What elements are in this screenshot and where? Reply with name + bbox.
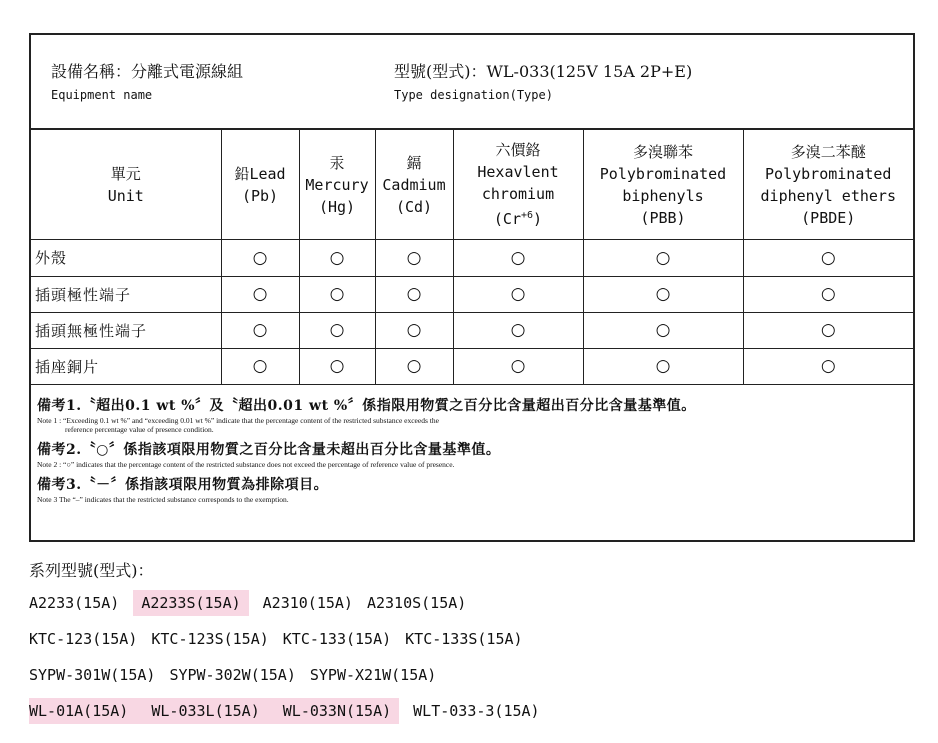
note-1-zh: 備考1.〝超出0.1 wt %〞及〝超出0.01 wt %〞係指限用物質之百分比含量超出百分比含量基準值。 (37, 398, 696, 414)
type-designation-block (394, 59, 692, 102)
mark-lead: ○ (221, 312, 299, 348)
part-name: 插座銅片 (31, 348, 221, 384)
table-header-row (31, 130, 913, 240)
mark-pbb: ○ (583, 312, 743, 348)
model-item: SYPW-301W(15A) (29, 666, 156, 684)
series-row (29, 621, 909, 657)
table-row (31, 312, 913, 348)
model-item: KTC-123(15A) (29, 630, 138, 648)
model-item: KTC-133(15A) (282, 630, 392, 648)
mark-lead: ○ (221, 348, 299, 384)
table-row (31, 240, 913, 276)
note-3-en: Note 3 The “–” indicates that the restricted substance corresponds to the exemption. (37, 495, 289, 504)
table-row (31, 348, 913, 384)
col-header-pbb: 多溴聯苯 Polybrominated biphenyls (PBB) (583, 130, 743, 240)
mark-pbde: ○ (743, 312, 913, 348)
declaration-header (31, 35, 913, 129)
equipment-name-block (51, 59, 243, 102)
col-header-cadmium: 鎘 Cadmium (Cd) (375, 130, 453, 240)
col-header-mercury: 汞 Mercury (Hg) (299, 130, 375, 240)
model-item: SYPW-302W(15A) (169, 666, 296, 684)
col-header-unit: 單元 Unit (31, 130, 221, 240)
restricted-substance-table (31, 129, 913, 385)
series-models (29, 558, 909, 729)
mark-mercury: ○ (299, 276, 375, 312)
model-item-highlighted: A2233S(15A) (133, 590, 248, 616)
series-row (29, 657, 909, 693)
mark-cadmium: ○ (375, 276, 453, 312)
equipment-name-zh: 設備名稱：分離式電源線組 (51, 62, 244, 81)
model-item: A2310(15A) (262, 594, 353, 612)
model-item: WL-033L(15A) (151, 702, 260, 720)
mark-chromium: ○ (453, 348, 583, 384)
note-2-zh: 備考2.〝○〞係指該項限用物質之百分比含量未超出百分比含量基準值。 (37, 442, 501, 458)
equipment-name-en: Equipment name (51, 88, 153, 102)
mark-pbb: ○ (583, 348, 743, 384)
notes-section (37, 395, 907, 504)
series-row (29, 693, 909, 729)
model-item: A2233(15A) (29, 594, 120, 612)
model-item: KTC-123S(15A) (151, 630, 269, 648)
note-2-en: Note 2 : “○” indicates that the percentage content of the restricted substance does not exceed the percentage of reference value of presence. (37, 460, 455, 469)
mark-lead: ○ (221, 276, 299, 312)
mark-mercury: ○ (299, 348, 375, 384)
note-1-en: Note 1 : “Exceeding 0.1 wt %” and “exceeding 0.01 wt %” indicate that the percentage content of the restricted substance exceeds the (37, 416, 439, 425)
table-row (31, 276, 913, 312)
mark-mercury: ○ (299, 240, 375, 276)
mark-lead: ○ (221, 240, 299, 276)
part-name: 外殼 (31, 240, 221, 276)
model-item: WL-01A(15A) (29, 702, 129, 720)
model-group-highlighted (29, 698, 399, 724)
col-header-pbde: 多溴二苯醚 Polybrominated diphenyl ethers (PBDE) (743, 130, 913, 240)
mark-chromium: ○ (453, 240, 583, 276)
type-designation-en: Type designation(Type) (394, 88, 553, 102)
mark-pbb: ○ (583, 240, 743, 276)
note-1-en-continued: reference percentage value of presence condition. (65, 425, 214, 434)
type-designation-zh: 型號(型式)：WL-033(125V 15A 2P+E) (394, 62, 693, 81)
model-item: WLT-033-3(15A) (413, 702, 540, 720)
mark-pbde: ○ (743, 276, 913, 312)
part-name: 插頭無極性端子 (31, 312, 221, 348)
part-name: 插頭極性端子 (31, 276, 221, 312)
mark-chromium: ○ (453, 312, 583, 348)
mark-cadmium: ○ (375, 312, 453, 348)
mark-chromium: ○ (453, 276, 583, 312)
rohs-declaration-box (29, 33, 915, 542)
model-item: A2310S(15A) (366, 594, 467, 612)
model-item: SYPW-X21W(15A) (309, 666, 437, 684)
series-row (29, 585, 909, 621)
mark-pbb: ○ (583, 276, 743, 312)
col-header-lead: 鉛Lead (Pb) (221, 130, 299, 240)
series-title: 系列型號(型式)： (29, 561, 154, 580)
mark-cadmium: ○ (375, 348, 453, 384)
note-3-zh: 備考3.〝－〞係指該項限用物質為排除項目。 (37, 477, 329, 493)
mark-cadmium: ○ (375, 240, 453, 276)
model-item: KTC-133S(15A) (405, 630, 523, 648)
col-header-hexavalent-chromium: 六價鉻 Hexavlent chromium $(Cr^{+6})$ (453, 130, 583, 240)
mark-pbde: ○ (743, 240, 913, 276)
mark-mercury: ○ (299, 312, 375, 348)
mark-pbde: ○ (743, 348, 913, 384)
model-item: WL-033N(15A) (282, 702, 392, 720)
